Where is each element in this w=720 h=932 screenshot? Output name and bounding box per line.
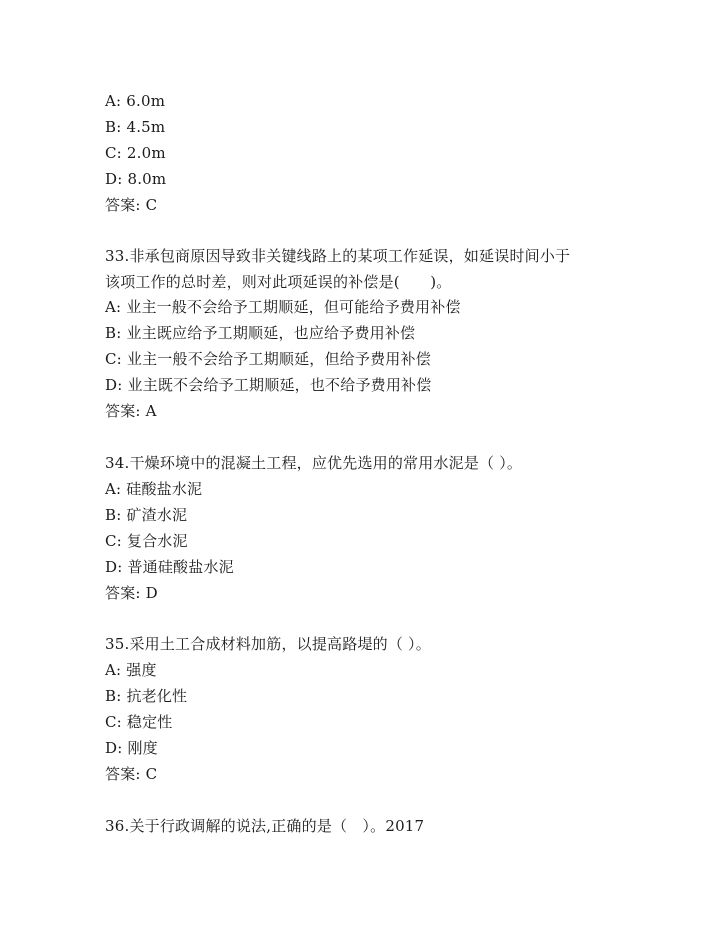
q33-option-a: A: 业主一般不会给予工期顺延，但可能给予费用补偿 <box>105 298 461 316</box>
q35-option-a: A: 强度 <box>105 661 157 679</box>
q32-option-a: A: 6.0m <box>105 92 166 110</box>
q32-option-d: D: 8.0m <box>105 170 167 188</box>
q34-option-c: C: 复合水泥 <box>105 532 188 550</box>
q33-option-b: B: 业主既应给予工期顺延，也应给予费用补偿 <box>105 324 416 342</box>
q34-stem: 34.干燥环境中的混凝土工程，应优先选用的常用水泥是（ ）。 <box>105 454 523 472</box>
q33-stem-line-1: 33.非承包商原因导致非关键线路上的某项工作延误，如延误时间小于 <box>105 247 571 265</box>
q35-option-c: C: 稳定性 <box>105 713 173 731</box>
q35-stem: 35.采用土工合成材料加筋，以提高路堤的（ ）。 <box>105 635 431 653</box>
q35-option-d: D: 刚度 <box>105 739 158 757</box>
q35-answer: 答案: C <box>105 765 158 783</box>
q35-option-b: B: 抗老化性 <box>105 687 188 705</box>
q34-option-d: D: 普通硅酸盐水泥 <box>105 558 234 576</box>
q33-option-c: C: 业主一般不会给予工期顺延，但给予费用补偿 <box>105 350 431 368</box>
q32-option-b: B: 4.5m <box>105 118 166 136</box>
q36-stem: 36.关于行政调解的说法,正确的是（ ）。2017 <box>105 817 425 835</box>
q33-answer: 答案: A <box>105 402 157 420</box>
q34-option-a: A: 硅酸盐水泥 <box>105 480 203 498</box>
q32-answer: 答案: C <box>105 196 158 214</box>
q33-option-d: D: 业主既不会给予工期顺延，也不给予费用补偿 <box>105 376 432 394</box>
q34-answer: 答案: D <box>105 584 158 602</box>
q32-option-c: C: 2.0m <box>105 144 166 162</box>
q34-option-b: B: 矿渣水泥 <box>105 506 188 524</box>
q33-stem-line-2: 该项工作的总时差，则对此项延误的补偿是( )。 <box>105 273 452 291</box>
